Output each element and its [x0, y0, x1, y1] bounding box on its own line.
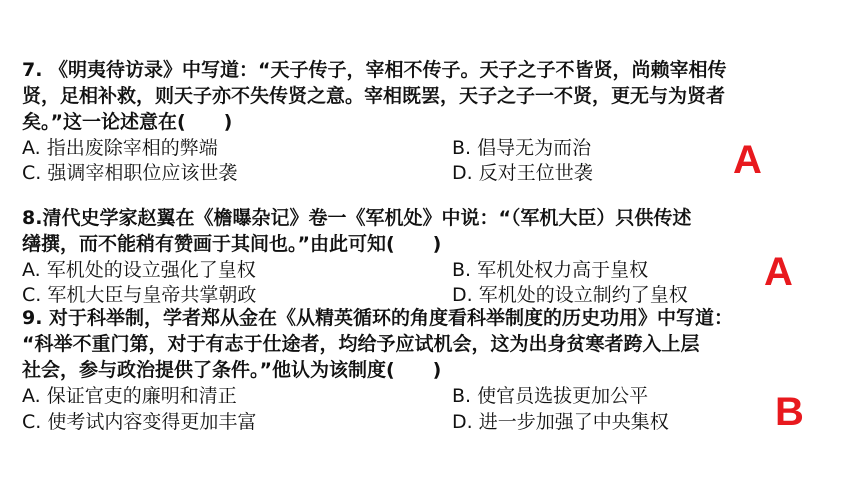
- question-8-line-1: 8.清代史学家赵翼在《檐曝杂记》卷一《军机处》中说：“（军机大臣）只供传述: [22, 207, 692, 229]
- question-9-option-b[interactable]: B. 使官员选拔更加公平: [452, 385, 649, 407]
- question-9-line-3: 社会，参与政治提供了条件。”他认为该制度( ): [22, 359, 442, 381]
- question-8-option-b[interactable]: B. 军机处权力高于皇权: [452, 259, 649, 281]
- question-9-option-d[interactable]: D. 进一步加强了中央集权: [452, 411, 669, 433]
- question-8-option-c[interactable]: C. 军机大臣与皇帝共掌朝政: [22, 284, 257, 306]
- question-9-line-1: 9. 对于科举制，学者郑从金在《从精英循环的角度看科举制度的历史功用》中写道：: [22, 307, 734, 329]
- question-9-option-c[interactable]: C. 使考试内容变得更加丰富: [22, 411, 257, 433]
- question-7-option-b[interactable]: B. 倡导无为而治: [452, 137, 592, 159]
- question-7-line-1: 7. 《明夷待访录》中写道：“天子传子，宰相不传子。天子之子不皆贤，尚赖宰相传: [22, 59, 727, 81]
- question-9-answer: B: [775, 390, 804, 434]
- question-9-line-2: “科举不重门第，对于有志于仕途者，均给予应试机会，这为出身贫寒者跨入上层: [22, 333, 700, 355]
- question-7-option-c[interactable]: C. 强调宰相职位应该世袭: [22, 162, 238, 184]
- question-8-option-d[interactable]: D. 军机处的设立制约了皇权: [452, 284, 688, 306]
- question-7-line-2: 贤，足相补救，则天子亦不失传贤之意。宰相既罢，天子之子一不贤，更无与为贤者: [22, 85, 726, 107]
- question-8-answer: A: [764, 250, 793, 294]
- question-8-line-2: 缮撰，而不能稍有赞画于其间也。”由此可知( ): [22, 233, 442, 255]
- question-9-option-a[interactable]: A. 保证官吏的廉明和清正: [22, 385, 237, 407]
- question-7-option-d[interactable]: D. 反对王位世袭: [452, 162, 593, 184]
- question-8-option-a[interactable]: A. 军机处的设立强化了皇权: [22, 259, 256, 281]
- question-7-option-a[interactable]: A. 指出废除宰相的弊端: [22, 137, 218, 159]
- question-7-line-3: 矣。”这一论述意在( ): [22, 111, 233, 133]
- question-7-answer: A: [733, 138, 762, 182]
